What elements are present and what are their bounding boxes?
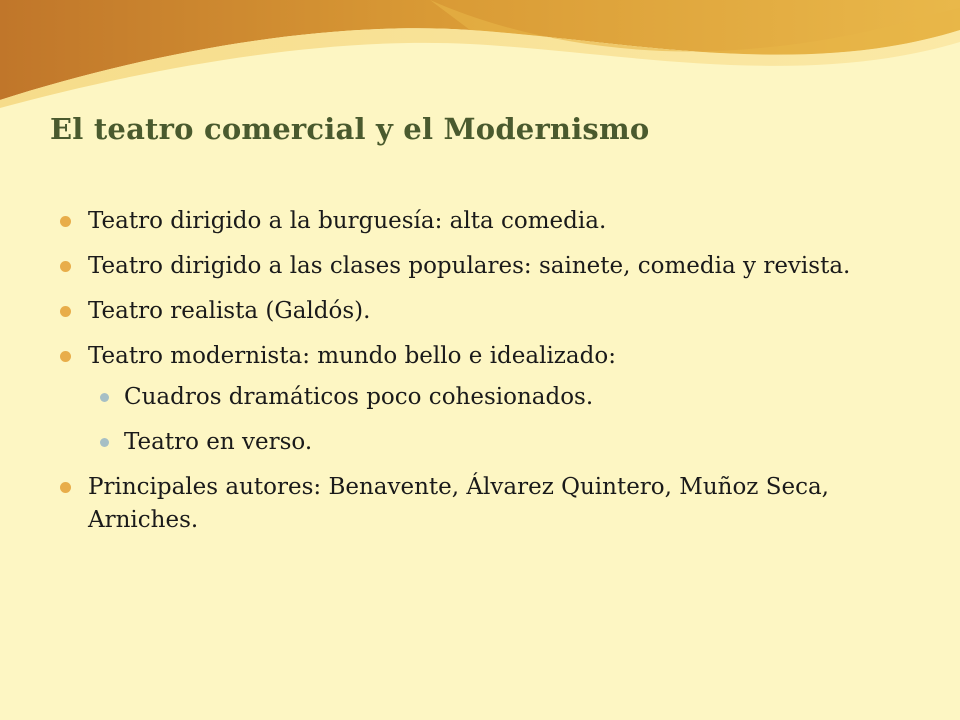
sub-bullet-item [98,381,880,414]
slide-title: El teatro comercial y el Modernismo [50,112,650,146]
bullet-text: Teatro dirigido a las clases populares: sainete, comedia y revista. [88,253,851,279]
slide-content [60,205,880,549]
bullet-text: Teatro dirigido a la burguesía: alta comedia. [88,208,607,234]
sub-bullet-text: Cuadros dramáticos poco cohesionados. [124,384,594,410]
bullet-dot-icon [60,482,71,493]
header-wave-decoration [0,0,960,110]
bullet-item [60,471,880,537]
sub-bullet-item [98,426,880,459]
bullet-dot-icon [60,306,71,317]
bullet-dot-icon [60,216,71,227]
sub-bullet-list [98,381,880,459]
bullet-dot-icon [60,261,71,272]
bullet-list [60,205,880,537]
bullet-item [60,340,880,459]
bullet-item [60,205,880,238]
sub-bullet-text: Teatro en verso. [124,429,313,455]
bullet-dot-icon [60,351,71,362]
sub-bullet-dot-icon [100,393,109,402]
bullet-text: Teatro realista (Galdós). [88,298,371,324]
sub-bullet-dot-icon [100,438,109,447]
bullet-text: Teatro modernista: mundo bello e idealizado: [88,343,616,369]
bullet-item [60,250,880,283]
bullet-item [60,295,880,328]
bullet-text: Principales autores: Benavente, Álvarez Quintero, Muñoz Seca, Arniches. [88,474,829,533]
